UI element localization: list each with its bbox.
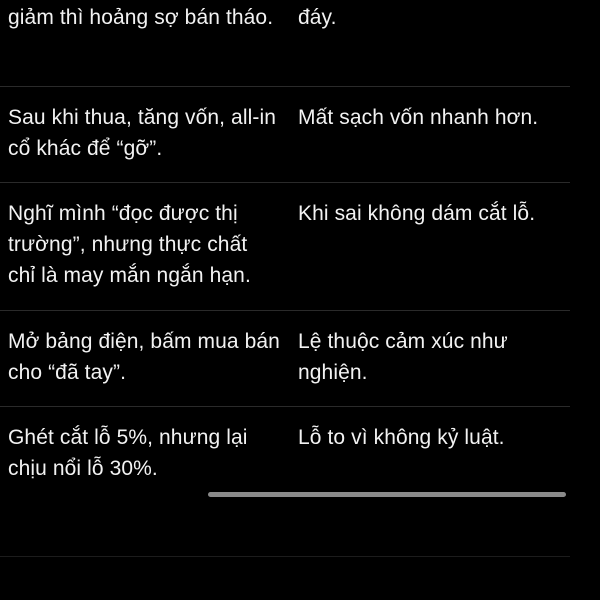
table-row xyxy=(0,0,570,87)
table-row xyxy=(0,86,570,183)
row-right-cell: Lỗ to vì không kỷ luật. xyxy=(298,426,505,449)
row-right-cell: Khi sai không dám cắt lỗ. xyxy=(298,202,536,225)
table-row xyxy=(0,182,570,311)
table-row xyxy=(0,310,570,407)
row-left-cell: Ghét cắt lỗ 5%, nhưng lại chịu nổi lỗ 30%. xyxy=(8,426,248,480)
row-left-cell: Sau khi thua, tăng vốn, all-in cổ khác để “gỡ”. xyxy=(8,106,277,160)
horizontal-scrollbar[interactable] xyxy=(208,492,566,497)
row-left-cell: Mở bảng điện, bấm mua bán cho “đã tay”. xyxy=(8,330,280,384)
row-right-cell: Mất sạch vốn nhanh hơn. xyxy=(298,106,539,129)
row-right-cell: đáy. xyxy=(298,6,337,29)
row-right-cell: Lệ thuộc cảm xúc như nghiện. xyxy=(298,330,508,384)
row-left-cell: giảm thì hoảng sợ bán tháo. xyxy=(8,6,274,29)
row-left-cell: Nghĩ mình “đọc được thị trường”, nhưng thực chất chỉ là may mắn ngắn hạn. xyxy=(8,202,251,287)
table-row xyxy=(0,406,570,502)
divider xyxy=(0,556,570,557)
